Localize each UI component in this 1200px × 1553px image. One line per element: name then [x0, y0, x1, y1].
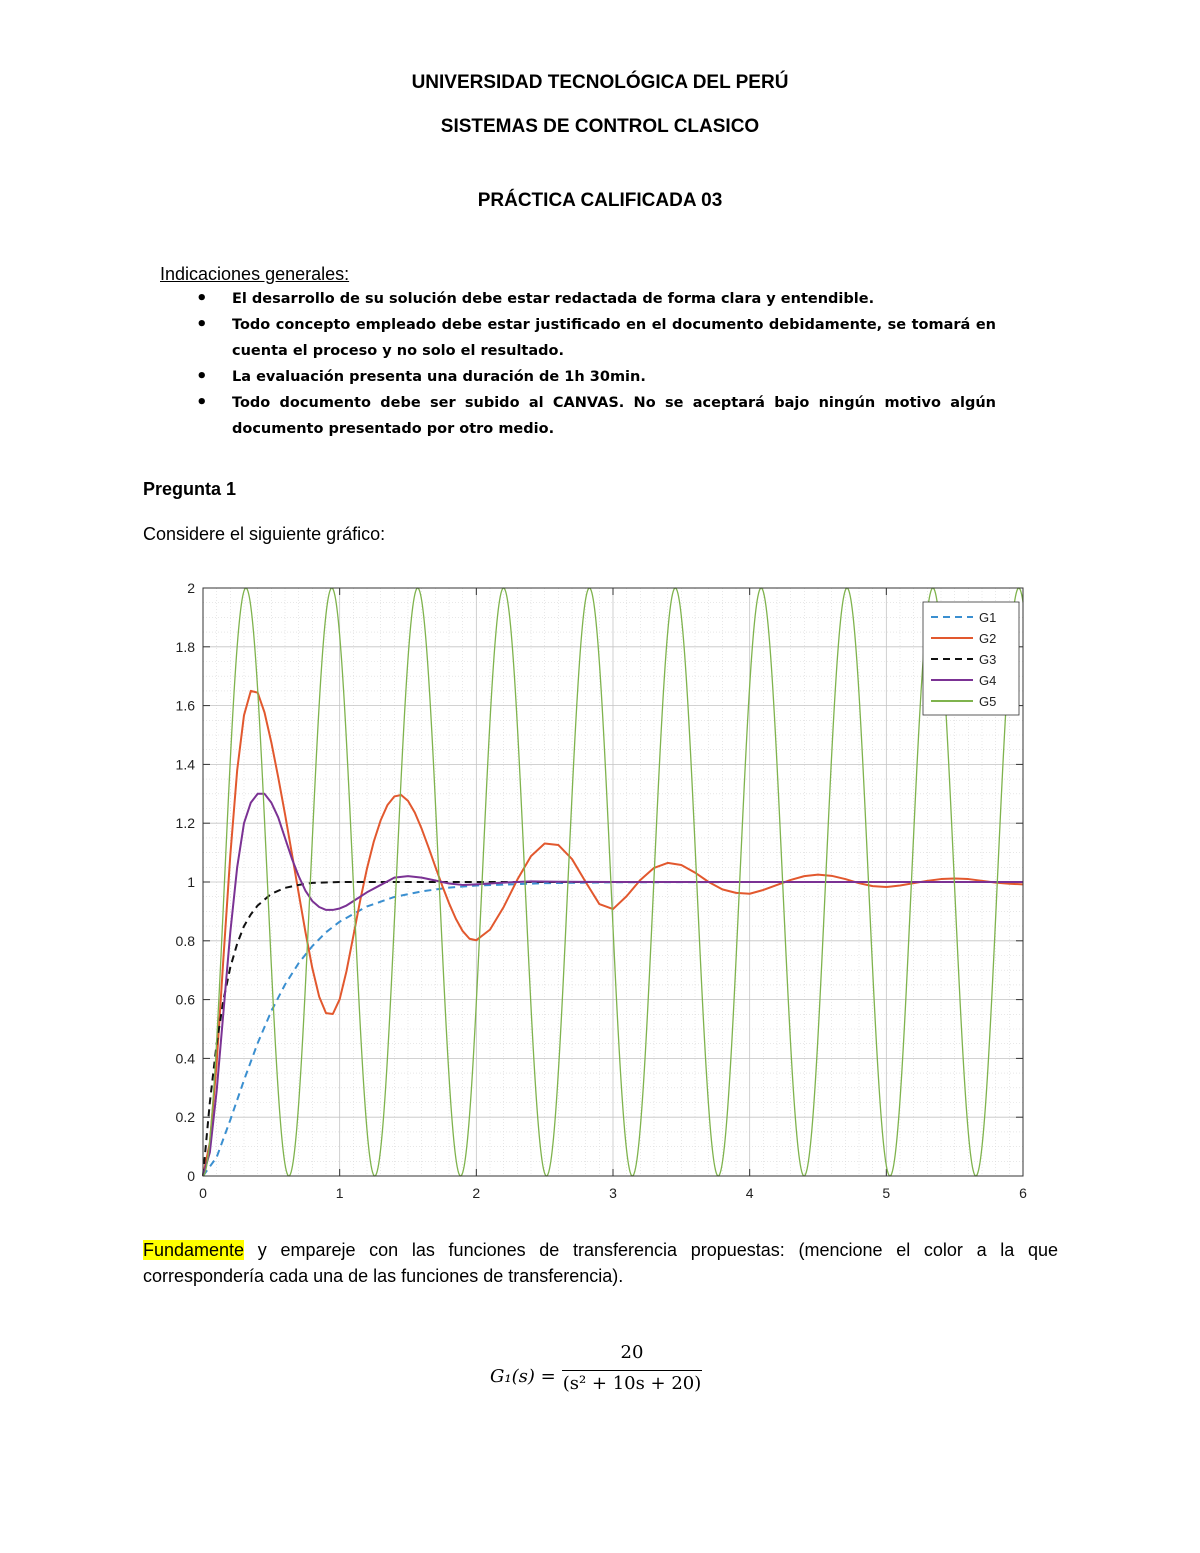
formula-numerator: 20: [620, 1342, 644, 1363]
question-title: Pregunta 1: [143, 479, 237, 499]
university-name: UNIVERSIDAD TECNOLÓGICA DEL PERÚ: [411, 72, 789, 93]
exam-title: PRÁCTICA CALIFICADA 03: [477, 190, 723, 211]
highlighted-word: Fundamente: [143, 1240, 245, 1260]
legend-label: G5: [979, 694, 997, 709]
y-tick-label: 1: [187, 874, 195, 890]
question-intro: Considere el siguiente gráfico:: [143, 524, 386, 544]
course-name: SISTEMAS DE CONTROL CLASICO: [440, 116, 760, 137]
x-tick-label: 6: [1019, 1185, 1027, 1201]
step-response-chart: [160, 572, 1050, 1212]
x-tick-label: 0: [199, 1185, 207, 1201]
fraction-bar: [562, 1370, 702, 1371]
y-tick-label: 0.4: [175, 1050, 195, 1067]
indications-heading: Indicaciones generales:: [160, 264, 350, 284]
y-tick-label: 1.4: [175, 756, 195, 773]
x-tick-label: 5: [882, 1185, 891, 1201]
y-tick-label: 0.8: [175, 932, 195, 949]
formula-lhs: G₁(s) =: [490, 1366, 556, 1387]
legend-label: G2: [979, 631, 997, 646]
indication-item: • Todo documento debe ser subido al CANVAS. No se aceptará bajo ningún motivo algún documento presentado por otro medio.: [196, 390, 996, 442]
indications-list: [196, 286, 996, 442]
question-instruction: [143, 1237, 1058, 1289]
y-tick-label: 1.2: [175, 815, 195, 832]
x-tick-label: 2: [472, 1185, 481, 1201]
legend-label: G3: [979, 652, 997, 667]
instruction-text: y empareje con las funciones de transferencia propuestas: (mencione el color a la que correspondería cada una de las funciones de transferencia).: [143, 1240, 1058, 1286]
legend-label: G1: [979, 610, 997, 625]
formula-fraction: [562, 1342, 702, 1394]
x-tick-label: 4: [745, 1185, 754, 1201]
y-tick-label: 0.2: [175, 1109, 195, 1126]
y-tick-label: 0: [187, 1168, 195, 1184]
y-tick-label: 0.6: [175, 991, 195, 1008]
x-tick-label: 3: [609, 1185, 617, 1201]
y-tick-label: 1.6: [175, 697, 195, 714]
y-tick-label: 2: [187, 580, 195, 596]
legend-label: G4: [979, 673, 997, 688]
formula-denominator: (s² + 10s + 20): [562, 1373, 702, 1394]
x-tick-label: 1: [335, 1185, 344, 1201]
indication-item: • El desarrollo de su solución debe estar redactada de forma clara y entendible.: [196, 286, 996, 312]
indication-item: • La evaluación presenta una duración de 1h 30min.: [196, 364, 996, 390]
indication-item: • Todo concepto empleado debe estar justificado en el documento debidamente, se tomará en cuenta el proceso y no solo el resultado.: [196, 312, 996, 364]
y-tick-label: 1.8: [175, 638, 195, 655]
